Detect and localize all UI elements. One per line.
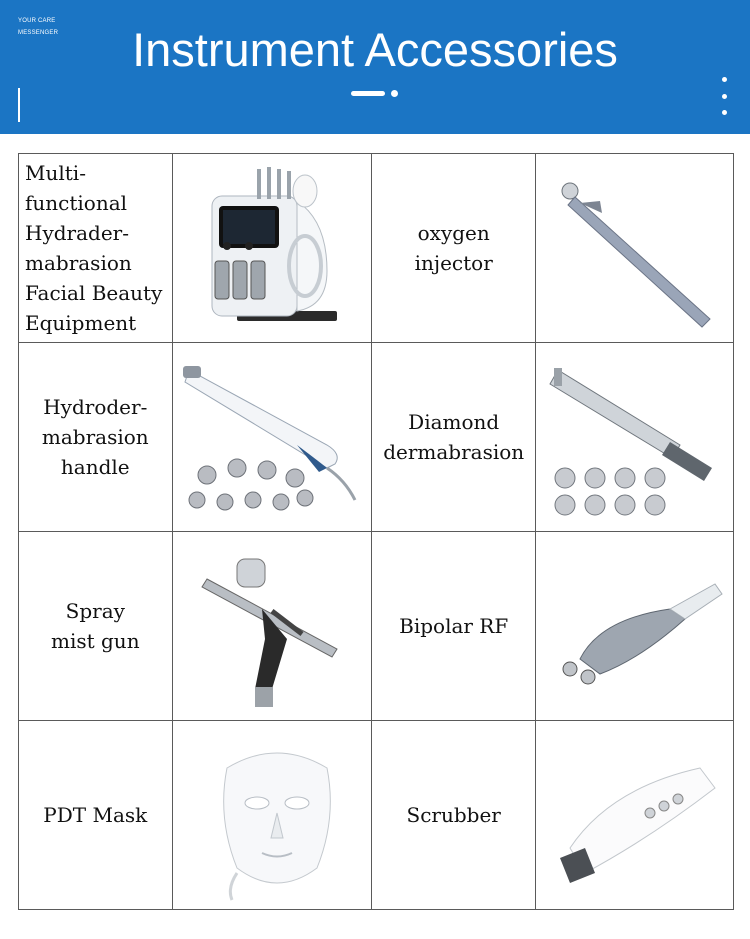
image-cell — [172, 721, 371, 910]
label-cell — [19, 721, 173, 910]
menu-dot-icon — [722, 94, 727, 99]
item-label: Multi-functional Hydrader- mabrasion Facial Beauty Equipment — [25, 161, 163, 335]
spray-airbrush-gun-icon — [177, 539, 367, 714]
item-label: oxygen injector — [414, 221, 493, 275]
label-cell — [371, 154, 535, 343]
table-row — [19, 721, 734, 910]
image-cell — [536, 154, 734, 343]
slide-indicator-active — [351, 91, 385, 96]
label-cell — [371, 532, 535, 721]
label-cell — [19, 154, 173, 343]
menu-dot-icon — [722, 110, 727, 115]
brand-line-1: YOUR CARE — [18, 18, 56, 24]
image-cell — [172, 532, 371, 721]
label-cell — [371, 343, 535, 532]
image-cell — [172, 343, 371, 532]
table-row — [19, 154, 734, 343]
slide-indicator-dot — [391, 90, 398, 97]
page-title: Instrument Accessories — [132, 23, 618, 76]
oxygen-injector-pen-icon — [540, 161, 730, 336]
ultrasonic-scrubber-icon — [540, 728, 730, 903]
image-cell — [536, 532, 734, 721]
label-cell — [19, 343, 173, 532]
decorative-vertical-line — [18, 88, 20, 122]
hydradermabrasion-handle-icon — [177, 350, 367, 525]
item-label: PDT Mask — [43, 803, 148, 827]
label-cell — [371, 721, 535, 910]
image-cell — [172, 154, 371, 343]
pdt-led-mask-icon — [177, 728, 367, 903]
label-cell — [19, 532, 173, 721]
hydradermabrasion-machine-icon — [177, 161, 367, 336]
brand-line-2: MESSENGER — [18, 30, 59, 36]
bipolar-rf-handpiece-icon — [540, 539, 730, 714]
image-cell — [536, 721, 734, 910]
header-banner — [0, 0, 750, 134]
image-cell — [536, 343, 734, 532]
accessories-table — [18, 153, 734, 910]
item-label: Hydroder- mabrasion handle — [41, 395, 149, 479]
table-row — [19, 532, 734, 721]
diamond-dermabrasion-wand-icon — [540, 350, 730, 525]
table-row — [19, 343, 734, 532]
item-label: Bipolar RF — [399, 614, 509, 638]
item-label: Diamond dermabrasion — [383, 410, 525, 464]
item-label: Spray mist gun — [50, 599, 140, 653]
item-label: Scrubber — [406, 803, 501, 827]
menu-dot-icon — [722, 77, 727, 82]
